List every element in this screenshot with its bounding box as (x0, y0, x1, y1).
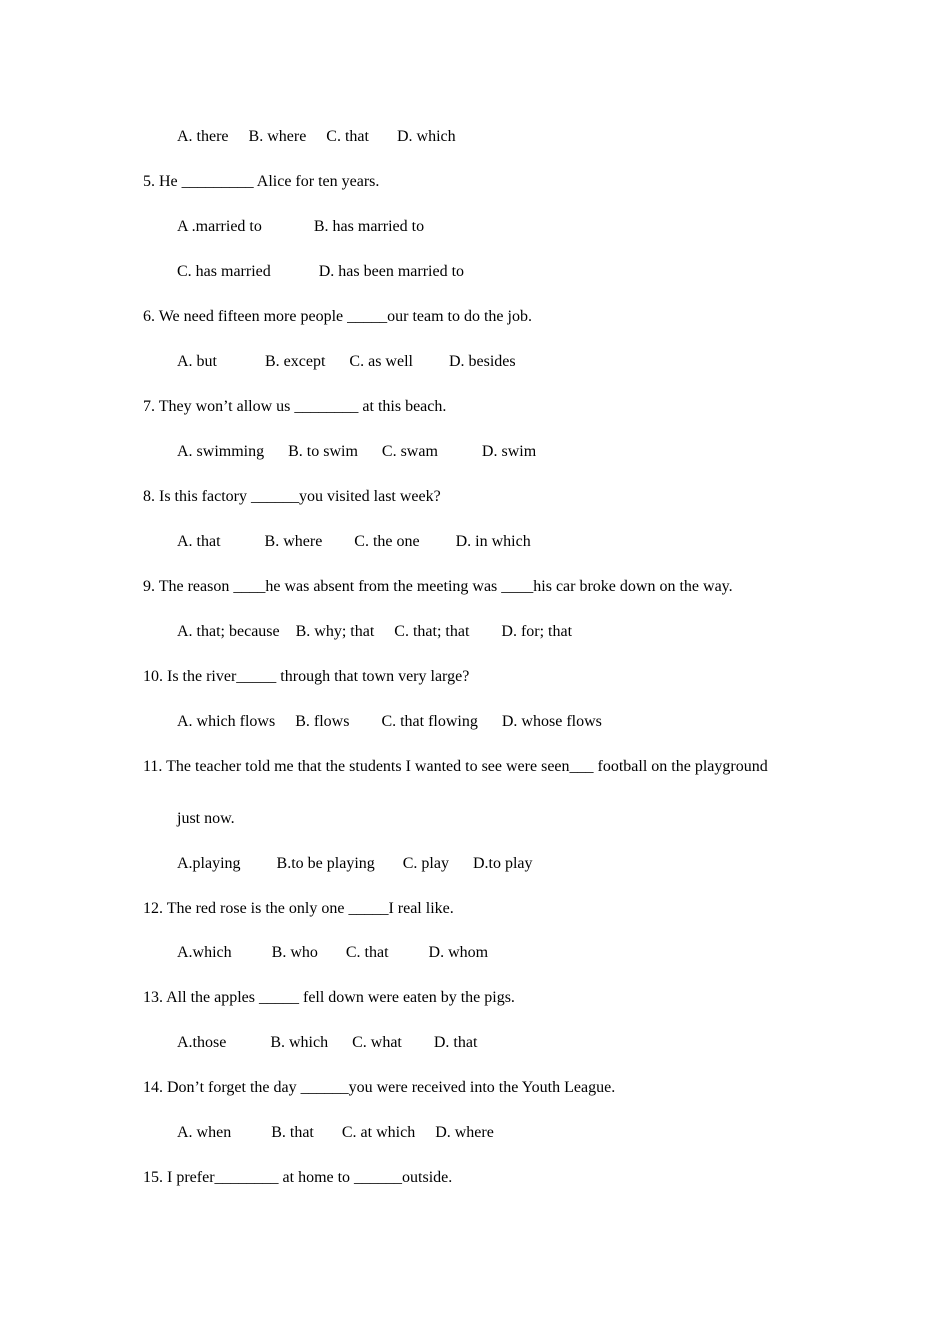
question-11-continuation: just now. (177, 810, 235, 827)
question-8: 8. Is this factory ______you visited last week? (143, 488, 441, 505)
question-5: 5. He _________ Alice for ten years. (143, 173, 380, 190)
answer-options-14: A. when B. that C. at which D. where (177, 1124, 494, 1141)
answer-options-5-row-1: A .married to B. has married to (177, 218, 425, 235)
question-15: 15. I prefer________ at home to ______outside. (143, 1169, 453, 1186)
question-12: 12. The red rose is the only one _____I real like. (143, 900, 454, 917)
answer-options-7: A. swimming B. to swim C. swam D. swim (177, 443, 537, 460)
question-7: 7. They won’t allow us ________ at this beach. (143, 398, 447, 415)
question-13: 13. All the apples _____ fell down were eaten by the pigs. (143, 989, 515, 1006)
question-11: 11. The teacher told me that the students I wanted to see were seen___ football on the playground (143, 758, 768, 775)
answer-options-12: A.which B. who C. that D. whom (177, 944, 489, 961)
answer-options-6: A. but B. except C. as well D. besides (177, 353, 516, 370)
answer-options-9: A. that; because B. why; that C. that; that D. for; that (177, 623, 573, 640)
answer-options-10: A. which flows B. flows C. that flowing D. whose flows (177, 713, 602, 730)
question-6: 6. We need fifteen more people _____our team to do the job. (143, 308, 532, 325)
question-9: 9. The reason ____he was absent from the meeting was ____his car broke down on the way. (143, 578, 733, 595)
answer-options-11: A.playing B.to be playing C. play D.to play (177, 855, 533, 872)
answer-options-8: A. that B. where C. the one D. in which (177, 533, 531, 550)
answer-options-5-row-2: C. has married D. has been married to (177, 263, 465, 280)
question-14: 14. Don’t forget the day ______you were received into the Youth League. (143, 1079, 616, 1096)
answer-options-13: A.those B. which C. what D. that (177, 1034, 478, 1051)
question-10: 10. Is the river_____ through that town very large? (143, 668, 470, 685)
answer-options-4: A. there B. where C. that D. which (177, 128, 456, 145)
